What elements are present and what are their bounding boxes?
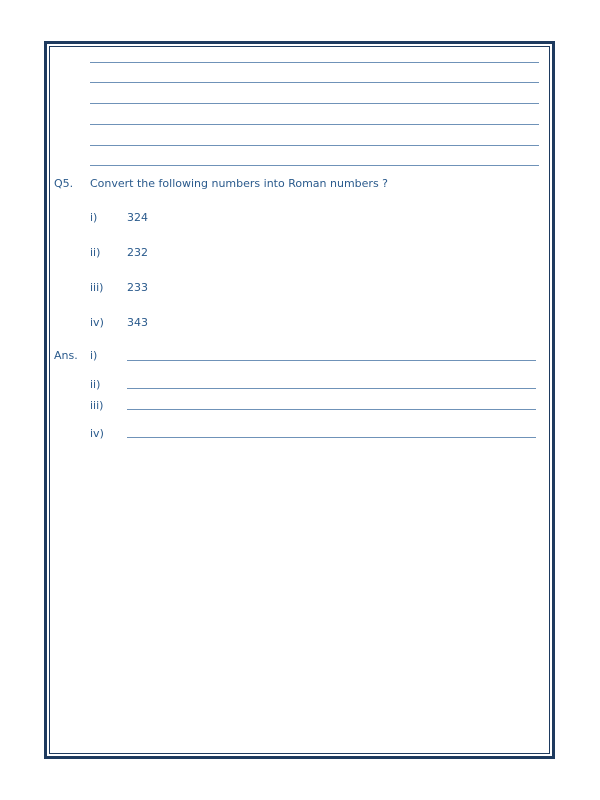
answer-line [127,437,536,438]
answer-line [127,409,536,410]
writing-line [90,62,539,63]
question-item-label: ii) [90,246,101,259]
writing-line [90,145,539,146]
writing-line [90,103,539,104]
question-item-value: 324 [127,211,148,224]
question-item-value: 343 [127,316,148,329]
answer-line [127,360,536,361]
answer-item-label: ii) [90,378,101,391]
answer-line [127,388,536,389]
question-item-label: iii) [90,281,104,294]
question-item-label: iv) [90,316,104,329]
question-item-value: 233 [127,281,148,294]
writing-line [90,165,539,166]
page-border-inner [49,46,550,754]
answer-item-label: iii) [90,399,104,412]
writing-line [90,82,539,83]
question-item-value: 232 [127,246,148,259]
question-item-label: i) [90,211,98,224]
writing-line [90,124,539,125]
question-text: Convert the following numbers into Roman numbers ? [90,177,389,190]
answer-item-label: i) [90,349,98,362]
answer-item-label: iv) [90,427,104,440]
answer-label: Ans. [54,349,78,362]
question-number: Q5. [54,177,74,190]
